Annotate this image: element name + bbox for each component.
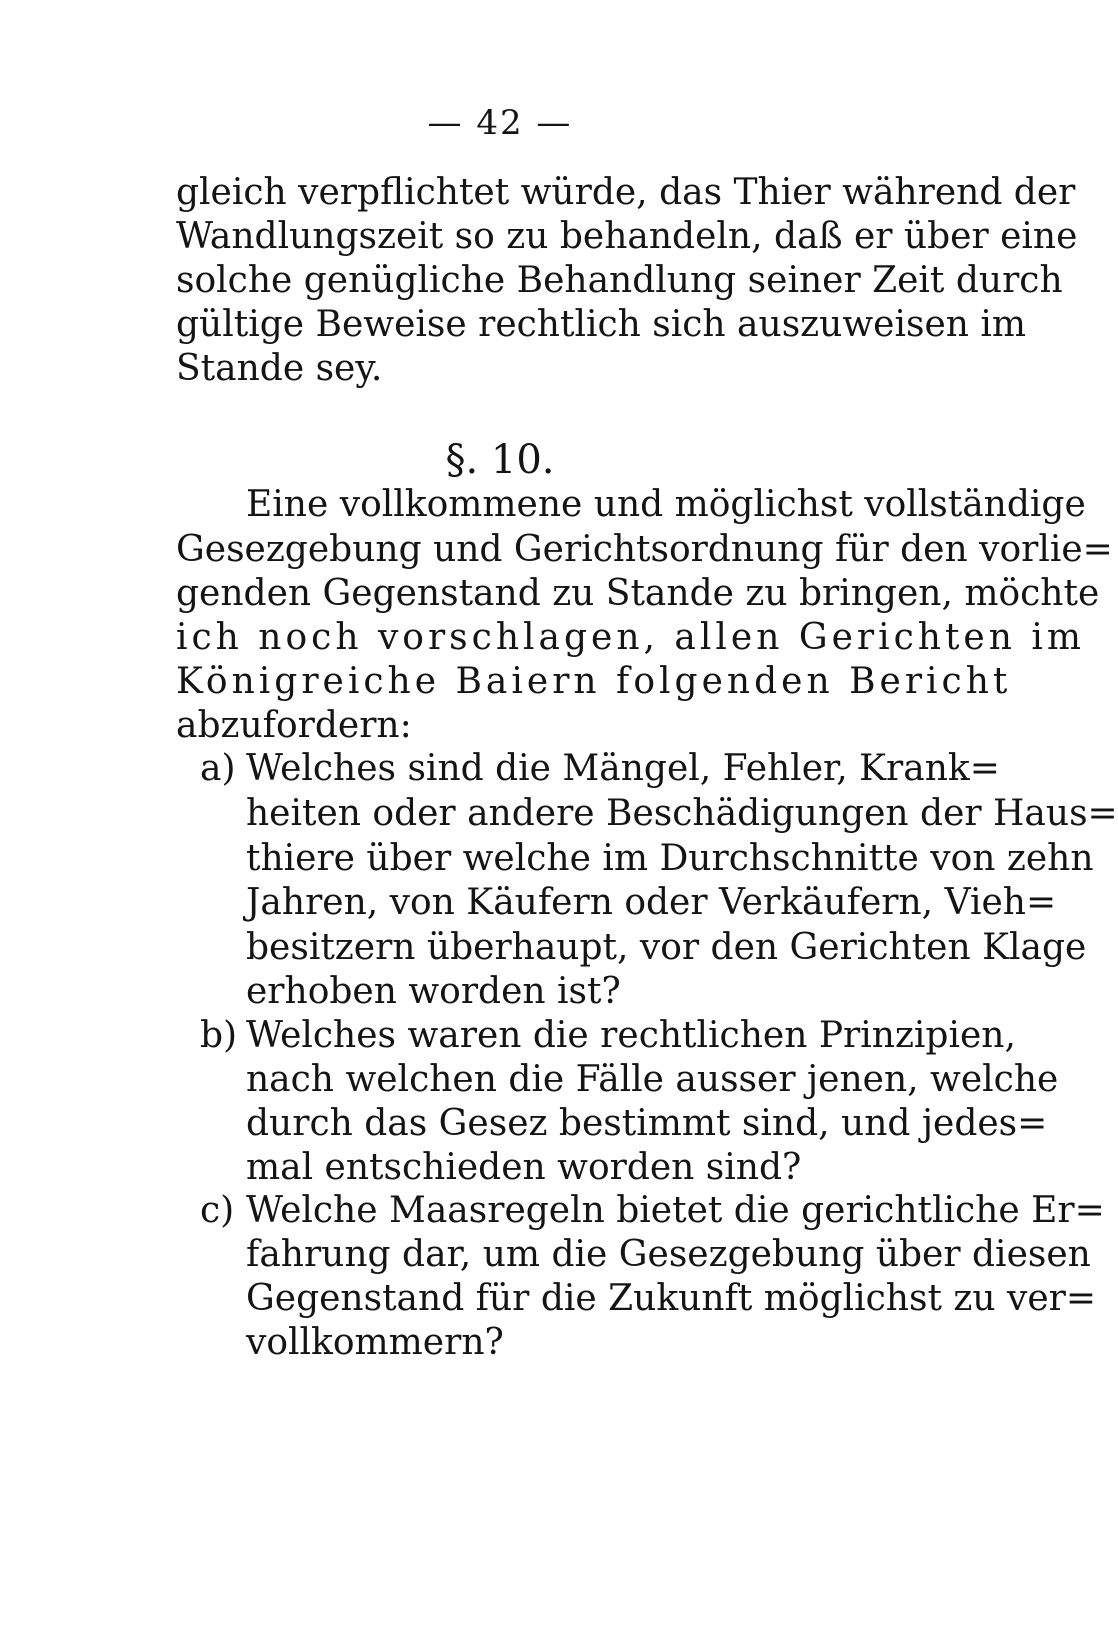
text-line: Stande sey. [176, 348, 383, 389]
page-number: — 42 — [427, 103, 573, 143]
list-item-line: fahrung dar, um die Gesezgebung über diesen [246, 1234, 1091, 1275]
list-item-line: nach welchen die Fälle ausser jenen, welche [246, 1059, 1059, 1100]
text-line: genden Gegenstand zu Stande zu bringen, möchte [176, 573, 1100, 614]
text-line: Eine vollkommene und möglichst vollständige [246, 484, 1086, 525]
list-marker: c) [200, 1190, 235, 1231]
text-line: Gesezgebung und Gerichtsordnung für den vorlie= [176, 529, 1113, 570]
text-line: solche genügliche Behandlung seiner Zeit durch [176, 260, 1063, 301]
list-item-line: besitzern überhaupt, vor den Gerichten Klage [246, 927, 1087, 968]
text-line: gültige Beweise rechtlich sich auszuweisen im [176, 304, 1027, 345]
list-item-line: erhoben worden ist? [246, 971, 621, 1012]
list-item-line: Welches waren die rechtlichen Prinzipien, [246, 1015, 1016, 1056]
text-line: gleich verpflichtet würde, das Thier während der [176, 172, 1076, 213]
list-item-line: Welches sind die Mängel, Fehler, Krank= [246, 748, 1000, 789]
list-item-line: thiere über welche im Durchschnitte von zehn [246, 838, 1094, 879]
section-heading: §. 10. [445, 437, 555, 483]
list-marker: a) [200, 748, 236, 789]
list-item-line: vollkommern? [246, 1322, 504, 1363]
list-item-line: Gegenstand für die Zukunft möglichst zu ver= [246, 1278, 1096, 1319]
text-line: Wandlungszeit so zu behandeln, daß er über eine [176, 216, 1078, 257]
list-item-line: Jahren, von Käufern oder Verkäufern, Vieh= [246, 882, 1057, 923]
list-item-line: heiten oder andere Beschädigungen der Haus= [246, 793, 1118, 834]
list-item-line: durch das Gesez bestimmt sind, und jedes= [246, 1103, 1048, 1144]
list-marker: b) [200, 1015, 238, 1056]
text-line: Königreiche Baiern folgenden Bericht [176, 661, 1012, 702]
list-item-line: mal entschieden worden sind? [246, 1147, 802, 1188]
list-item-line: Welche Maasregeln bietet die gerichtliche Er= [246, 1190, 1105, 1231]
text-line: ich noch vorschlagen, allen Gerichten im [176, 617, 1086, 658]
text-line: abzufordern: [176, 705, 412, 746]
